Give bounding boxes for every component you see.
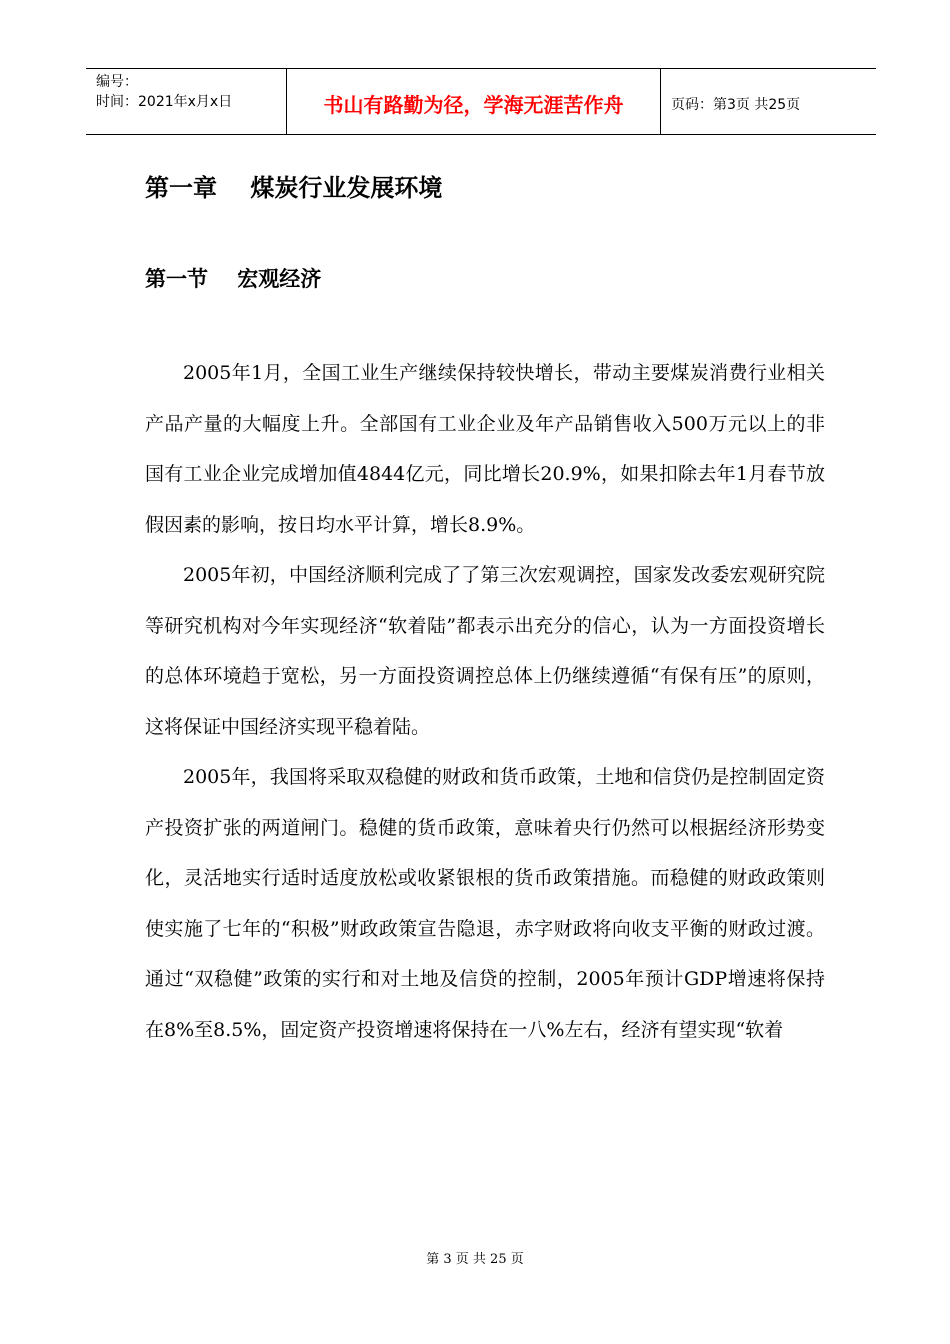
header-page-cell bbox=[661, 69, 876, 134]
section-title: 第一节 宏观经济 bbox=[145, 267, 322, 291]
paragraph: 2005年初，中国经济顺利完成了了第三次宏观调控，国家发改委宏观研究院等研究机构对今年实现经济“软着陆”都表示出充分的信心，认为一方面投资增长的总体环境趋于宽松，另一方面投资调控总体上仍继续遵循“有保有压”的原则，这将保证中国经济实现平稳着陆。 bbox=[145, 564, 825, 738]
document-header bbox=[86, 68, 876, 135]
time-label: 时间：2021年x月x日 bbox=[96, 94, 233, 110]
paragraph: 2005年1月，全国工业生产继续保持较快增长，带动主要煤炭消费行业相关产品产量的大幅度上升。全部国有工业企业及年产品销售收入500万元以上的非国有工业企业完成增加值4844亿元，同比增长20.9%，如果扣除去年1月春节放假因素的影响，按日均水平计算，增长8.9%。 bbox=[145, 362, 825, 536]
number-label: 编号： bbox=[96, 74, 138, 90]
header-meta-cell bbox=[86, 69, 287, 134]
chapter-title: 第一章 煤炭行业发展环境 bbox=[145, 174, 443, 202]
body-text bbox=[145, 348, 825, 1055]
page-footer: 第 3 页 共 25 页 bbox=[426, 1252, 524, 1267]
header-page-label: 页码：第3页 共25页 bbox=[671, 96, 801, 113]
header-motto: 书山有路勤为径，学海无涯苦作舟 bbox=[323, 93, 624, 117]
paragraph: 2005年，我国将采取双稳健的财政和货币政策，土地和信贷仍是控制固定资产投资扩张的两道闸门。稳健的货币政策，意味着央行仍然可以根据经济形势变化，灵活地实行适时适度放松或收紧银根的货币政策措施。而稳健的财政政策则使实施了七年的“积极”财政政策宣告隐退，赤字财政将向收支平衡的财政过渡。通过“双稳健”政策的实行和对土地及信贷的控制，2005年预计GDP增速将保持在8%至8.5%，固定资产投资增速将保持在一八%左右，经济有望实现“软着 bbox=[145, 766, 825, 1041]
header-motto-cell bbox=[287, 69, 661, 134]
